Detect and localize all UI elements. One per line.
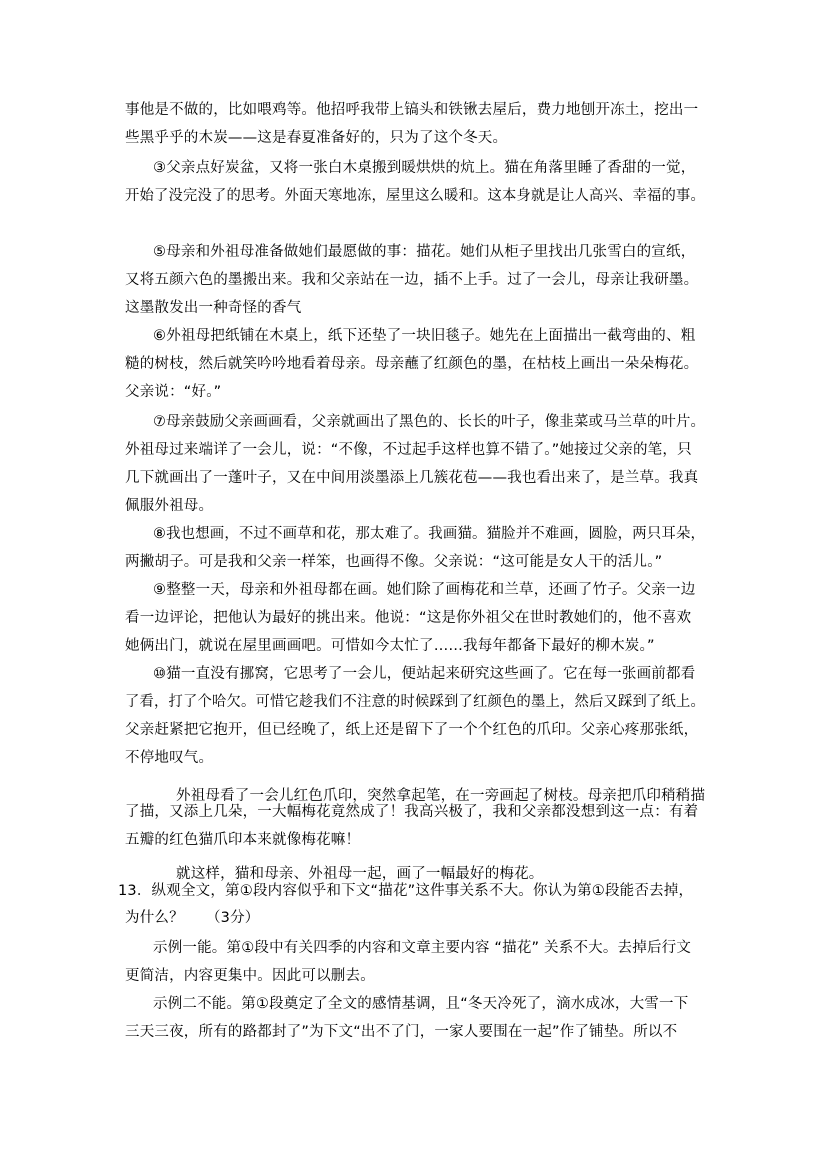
text-line: ⑩猫一直没有挪窝，它思考了一会儿，便站起来研究这些画了。它在每一张画前都看 — [153, 666, 696, 682]
text-line: 父亲说：“好。” — [125, 384, 222, 400]
text-line: 外祖母过来端详了一会儿，说：“不像，不过起手这样也算不错了。”她接过父亲的笔，只 — [125, 442, 692, 458]
text-line: 看一边评论，把他认为最好的挑出来。他说：“这是你外祖父在世时教她们的，他不喜欢 — [125, 610, 692, 626]
answer-line: 示例一能。第①段中有关四季的内容和文章主要内容 “描花” 关系不大。去掉后行文 — [153, 940, 692, 956]
text-line: ③父亲点好炭盆，又将一张白木桌搬到暖烘烘的炕上。猫在角落里睡了香甜的一觉， — [153, 160, 696, 176]
text-line: ⑤母亲和外祖母准备做她们最愿做的事：描花。她们从柜子里找出几张雪白的宣纸， — [153, 244, 696, 260]
text-line: ⑧我也想画，不过不画草和花，那太难了。我画猫。猫脸并不难画，圆脸，两只耳朵， — [153, 526, 706, 542]
text-line: ⑨整整一天，母亲和外祖母都在画。她们除了画梅花和兰草，还画了竹子。父亲一边 — [153, 582, 696, 598]
text-line: 这墨散发出一种奇怪的香气 — [125, 300, 302, 316]
text-line: 两撇胡子。可是我和父亲一样笨，也画得不像。父亲说：“这可能是女人干的活儿。” — [125, 554, 663, 570]
text-line: 几下就画出了一蓬叶子，又在中间用淡墨添上几簇花苞——我也看出来了，是兰草。我真 — [125, 470, 699, 486]
text-line: 了看，打了个哈欠。可惜它趁我们不注意的时候踩到了红颜色的墨上，然后又踩到了纸上。 — [125, 694, 705, 710]
text-line: 些黑乎乎的木炭——这是春夏准备好的，只为了这个冬天。 — [125, 130, 508, 146]
text-line: 父亲赶紧把它抱开，但已经晚了，纸上还是留下了一个个红色的爪印。父亲心疼那张纸， — [125, 722, 699, 738]
text-line: ⑥外祖母把纸铺在木桌上，纸下还垫了一块旧毯子。她先在上面描出一截弯曲的、粗 — [153, 328, 696, 344]
question-line: 13．纵观全文，第①段内容似乎和下文“描花”这件事关系不大。你认为第①段能否去掉， — [118, 883, 694, 899]
text-line: 五瓣的红色猫爪印本来就像梅花嘛！ — [125, 832, 361, 848]
text-line: 糙的树枝，然后就笑吟吟地看着母亲。母亲蘸了红颜色的墨，在枯枝上画出一朵朵梅花。 — [125, 356, 699, 372]
text-line: 事他是不做的，比如喂鸡等。他招呼我带上镐头和铁锹去屋后，费力地刨开冻土，挖出一 — [125, 102, 699, 118]
answer-line: 三天三夜，所有的路都封了”为下文“出不了门，一家人要围在一起”作了铺垫。所以不 — [125, 1024, 678, 1040]
text-line: 又将五颜六色的墨搬出来。我和父亲站在一边，插不上手。过了一会儿，母亲让我研墨。 — [125, 272, 699, 288]
text-line: ⑦母亲鼓励父亲画画看，父亲就画出了黑色的、长长的叶子，像韭菜或马兰草的叶片。 — [153, 414, 706, 430]
text-line: 开始了没完没了的思考。外面天寒地冻，屋里这么暖和。这本身就是让人高兴、幸福的事。 — [125, 188, 705, 204]
question-line: 为什么？ （3分） — [125, 910, 260, 926]
text-line: 佩服外祖母。 — [125, 498, 214, 514]
text-line: 了描，又添上几朵，一大幅梅花竟然成了！我高兴极了，我和父亲都没想到这一点：有着 — [125, 804, 699, 820]
answer-line: 示例二不能。第①段奠定了全文的感情基调，且“冬天冷死了，滴水成冰，大雪一下 — [153, 996, 689, 1012]
text-line: 就这样，猫和母亲、外祖母一起，画了一幅最好的梅花。 — [176, 866, 544, 882]
text-line: 不停地叹气。 — [125, 750, 214, 766]
text-line: 外祖母看了一会儿红色爪印，突然拿起笔，在一旁画起了树枝。母亲把爪印稍稍描 — [176, 788, 706, 804]
answer-line: 更简洁，内容更集中。因此可以删去。 — [125, 968, 375, 984]
text-line: 她俩出门，就说在屋里画画吧。可惜如今太忙了……我每年都备下最好的柳木炭。” — [125, 638, 655, 654]
